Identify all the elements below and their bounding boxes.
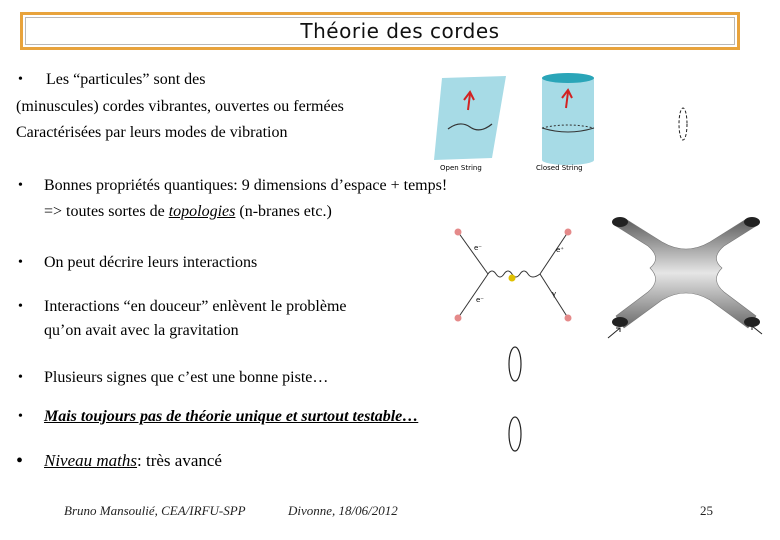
label-e-minus-bottom: e⁻: [476, 296, 485, 304]
photon-marker: [509, 275, 516, 282]
open-string-figure: [430, 72, 510, 172]
open-string-brane: [434, 76, 506, 160]
loop-figure-1: [504, 344, 526, 384]
intro-line-3: Caractérisées par leurs modes de vibration: [16, 124, 288, 141]
bullet-5-line-1: Mais toujours pas de théorie unique et surtout testable…: [44, 408, 419, 425]
footer-place-date: Divonne, 18/06/2012: [288, 503, 398, 518]
bullet-1-line-1: Bonnes propriétés quantiques: 9 dimensions d’espace + temps!: [44, 177, 448, 194]
arrow-icon: [752, 326, 762, 334]
label-gamma: γ: [552, 290, 557, 298]
page-number: 25: [700, 503, 713, 518]
intro-line-1: Les “particules” sont des: [46, 71, 206, 88]
title-frame: [25, 17, 735, 45]
vertex-bottom-left: [455, 315, 462, 322]
pants-end-top-right: [744, 217, 760, 227]
closed-loop-icon: [509, 347, 521, 381]
title-box: [20, 12, 740, 50]
arrow-icon: [608, 328, 620, 338]
bullet-4-symbol: •: [18, 370, 23, 385]
intro-bullet: •: [18, 72, 23, 87]
bullet-1-line-2: => toutes sortes de topologies (n-branes etc.): [44, 203, 332, 220]
vertex-bottom-right: [565, 315, 572, 322]
slide-title: Théorie des cordes: [300, 19, 500, 43]
vertex-top-left: [455, 229, 462, 236]
feynman-diagram: [448, 222, 578, 326]
bullet-3-line-1: Interactions “en douceur” enlèvent le problème: [44, 298, 347, 315]
closed-string-tube-top: [542, 73, 594, 83]
closed-loop-icon: [509, 417, 521, 451]
footer-author: Bruno Mansoulié, CEA/IRFU-SPP: [64, 503, 246, 518]
bullet-4-line-1: Plusieurs signes que c’est une bonne piste…: [44, 369, 329, 386]
bullet-1-symbol: •: [18, 178, 23, 193]
bullet-6-symbol: •: [16, 450, 24, 472]
loop-figure-2: [504, 414, 526, 454]
maths-em: Niveau maths: [44, 451, 138, 470]
feynman-line-top-left: [458, 232, 488, 274]
small-loop-figure: [676, 104, 690, 144]
bullet-3-symbol: •: [18, 299, 23, 314]
closed-string-figure: [532, 70, 602, 174]
bullet-3-line-2: qu’on avait avec la gravitation: [44, 322, 239, 339]
string-interaction-figure: [602, 216, 770, 340]
bullet-5-symbol: •: [18, 409, 23, 424]
closed-string-loop-icon: [679, 108, 687, 140]
vertex-top-right: [565, 229, 572, 236]
topologies-link-text: topologies: [168, 203, 236, 220]
label-e-plus: e⁺: [556, 246, 565, 254]
bullet-2-line-1: On peut décrire leurs interactions: [44, 254, 258, 271]
pants-surface: [616, 218, 756, 328]
pants-end-bottom-left: [612, 317, 628, 327]
bullet-2-symbol: •: [18, 255, 23, 270]
pants-end-top-left: [612, 217, 628, 227]
bullet-6-line-1: Niveau maths: très avancé: [44, 451, 222, 470]
intro-line-2: (minuscules) cordes vibrantes, ouvertes ou fermées: [16, 98, 344, 115]
label-e-minus-top: e⁻: [474, 244, 483, 252]
open-string-caption: Open String: [440, 164, 482, 172]
closed-string-caption: Closed String: [536, 164, 583, 172]
